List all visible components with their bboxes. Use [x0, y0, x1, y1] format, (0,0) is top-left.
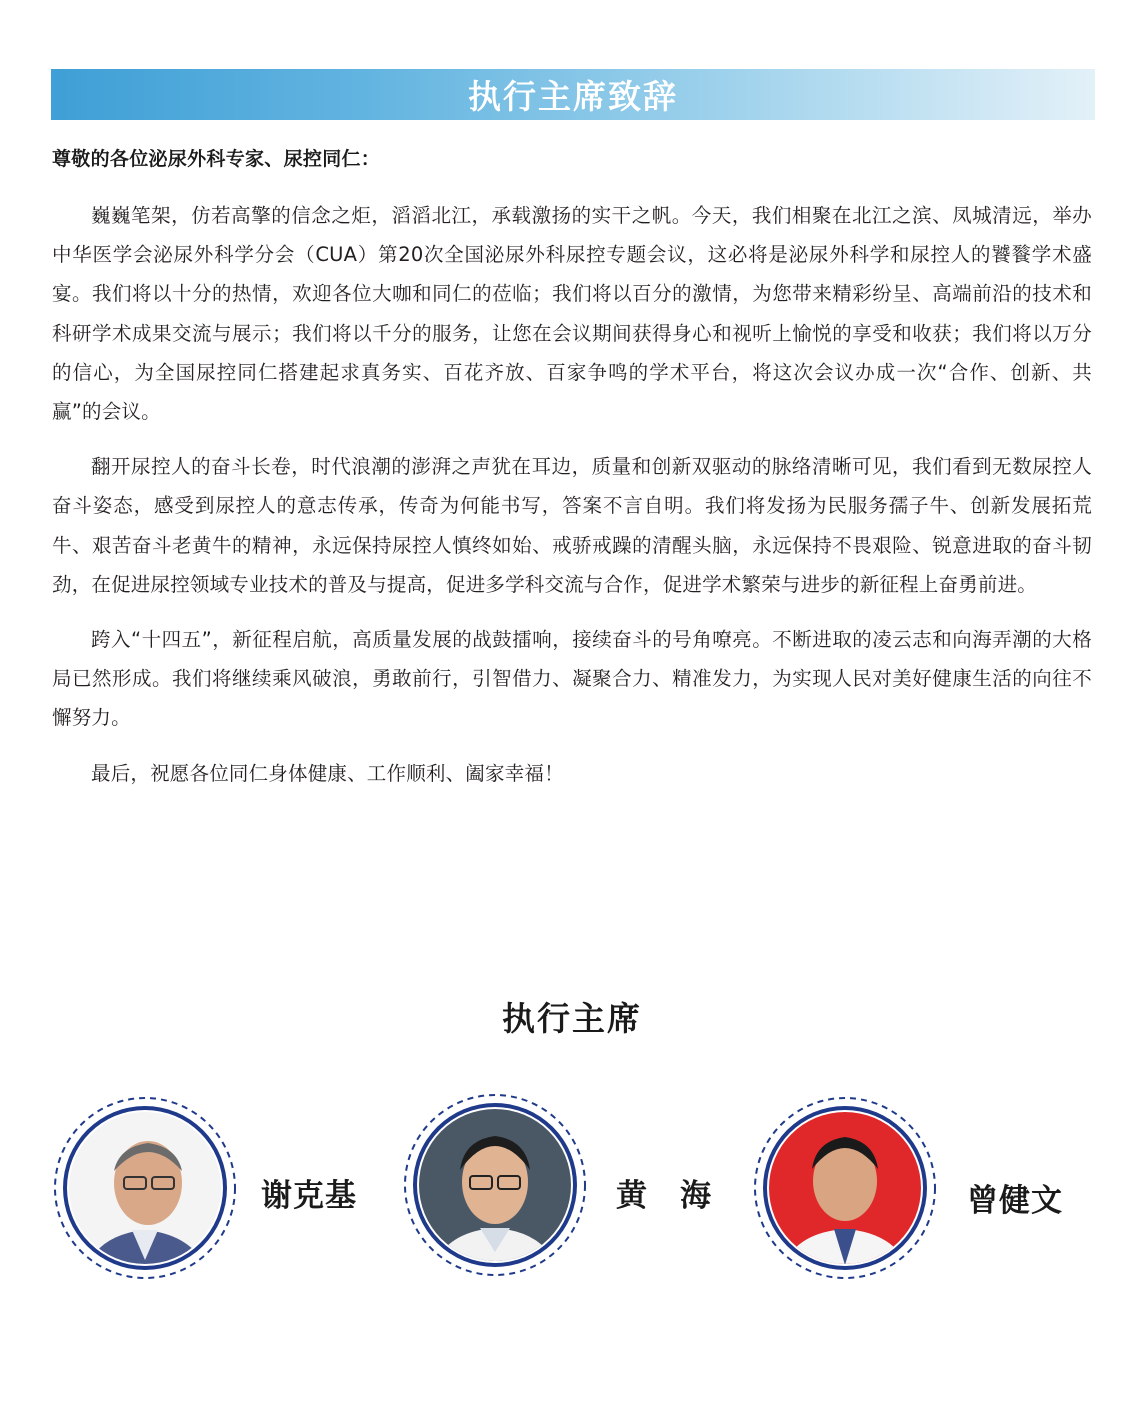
chair-name-3: 曾健文 [967, 1183, 1063, 1219]
section-banner [51, 69, 1095, 120]
chairs-heading: 执行主席 [502, 999, 642, 1038]
chair-photo-3 [752, 1095, 938, 1281]
banner-title: 执行主席致辞 [468, 77, 678, 116]
letter-paragraph-1: 巍巍笔架，仿若高擎的信念之炬，滔滔北江，承载激扬的实干之帆。今天，我们相聚在北江之滨、凤城清远，举办中华医学会泌尿外科学分会（CUA）第20次全国泌尿外科尿控专题会议，这必将是泌尿外科学和尿控人的饕餮学术盛宴。我们将以十分的热情，欢迎各位大咖和同仁的莅临；我们将以百分的激情，为您带来精彩纷呈、高端前沿的技术和科研学术成果交流与展示；我们将以千分的服务，让您在会议期间获得身心和视听上愉悦的享受和收获；我们将以万分的信心，为全国尿控同仁搭建起求真务实、百花齐放、百家争鸣的学术平台，将这次会议办成一次“合作、创新、共赢”的会议。 [52, 204, 1092, 424]
letter-body [52, 196, 1092, 809]
letter-paragraph-3: 跨入“十四五”，新征程启航，高质量发展的战鼓擂响，接续奋斗的号角嘹亮。不断进取的凌云志和向海弄潮的大格局已然形成。我们将继续乘风破浪，勇敢前行，引智借力、凝聚合力、精准发力，为实现人民对美好健康生活的向往不懈努力。 [52, 628, 1092, 730]
chair-name-2: 黄 海 [616, 1178, 712, 1214]
chair-photo-1 [52, 1095, 238, 1281]
letter-greeting: 尊敬的各位泌尿外科专家、尿控同仁： [52, 148, 381, 170]
chair-name-1: 谢克基 [261, 1178, 357, 1214]
letter-paragraph-2: 翻开尿控人的奋斗长卷，时代浪潮的澎湃之声犹在耳边，质量和创新双驱动的脉络清晰可见，我们看到无数尿控人奋斗姿态，感受到尿控人的意志传承，传奇为何能书写，答案不言自明。我们将发扬为民服务孺子牛、创新发展拓荒牛、艰苦奋斗老黄牛的精神，永远保持尿控人慎终如始、戒骄戒躁的清醒头脑，永远保持不畏艰险、锐意进取的奋斗韧劲，在促进尿控领域专业技术的普及与提高，促进多学科交流与合作，促进学术繁荣与进步的新征程上奋勇前进。 [52, 455, 1092, 596]
chair-photo-2 [402, 1092, 588, 1278]
letter-paragraph-4: 最后，祝愿各位同仁身体健康、工作顺利、阖家幸福！ [91, 761, 564, 785]
